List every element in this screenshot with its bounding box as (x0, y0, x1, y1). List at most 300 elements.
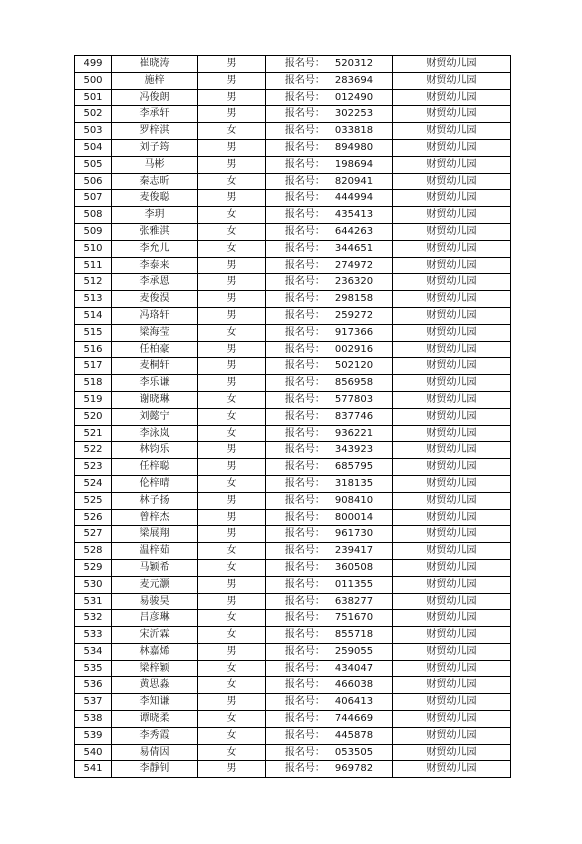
school-name: 财贸幼儿园 (393, 475, 511, 492)
registration-label: 报名号： (284, 612, 325, 624)
student-gender: 男 (198, 274, 266, 291)
school-name: 财贸幼儿园 (393, 123, 511, 140)
registration-value: 406413 (334, 696, 374, 708)
row-number: 531 (75, 593, 112, 610)
student-name: 马彬 (112, 156, 198, 173)
row-number: 508 (75, 207, 112, 224)
registration-value: 011355 (334, 578, 374, 590)
student-name: 麦俊聪 (112, 190, 198, 207)
registration-number (266, 694, 393, 711)
school-name: 财贸幼儿园 (393, 173, 511, 190)
student-name: 李靜钊 (112, 761, 198, 778)
student-gender: 女 (198, 207, 266, 224)
registration-number (266, 223, 393, 240)
registration-number (266, 156, 393, 173)
registration-value: 198694 (334, 158, 374, 170)
registration-label: 报名号： (284, 91, 325, 103)
school-name: 财贸幼儿园 (393, 156, 511, 173)
student-name: 谭晓柔 (112, 711, 198, 728)
student-gender: 女 (198, 408, 266, 425)
row-number: 520 (75, 408, 112, 425)
registration-label: 报名号： (284, 444, 325, 456)
registration-number (266, 660, 393, 677)
registration-label: 报名号： (284, 427, 325, 439)
school-name: 财贸幼儿园 (393, 627, 511, 644)
registration-label: 报名号： (284, 629, 325, 641)
row-number: 536 (75, 677, 112, 694)
row-number: 532 (75, 610, 112, 627)
table-row (75, 89, 511, 106)
registration-number (266, 559, 393, 576)
registration-value: 283694 (334, 74, 374, 86)
student-gender: 男 (198, 375, 266, 392)
registration-label: 报名号： (284, 696, 325, 708)
student-name: 冯俊朗 (112, 89, 198, 106)
table-row (75, 559, 511, 576)
registration-value: 298158 (334, 293, 374, 305)
table-row (75, 761, 511, 778)
registration-label: 报名号： (284, 309, 325, 321)
row-number: 500 (75, 72, 112, 89)
school-name: 财贸幼儿园 (393, 341, 511, 358)
registration-value: 002916 (334, 343, 374, 355)
registration-number (266, 593, 393, 610)
school-name: 财贸幼儿园 (393, 526, 511, 543)
table-row (75, 711, 511, 728)
row-number: 512 (75, 274, 112, 291)
school-name: 财贸幼儿园 (393, 610, 511, 627)
student-name: 马颖希 (112, 559, 198, 576)
student-name: 谢晓琳 (112, 391, 198, 408)
school-name: 财贸幼儿园 (393, 291, 511, 308)
registration-value: 644263 (334, 225, 374, 237)
registration-value: 917366 (334, 326, 374, 338)
registration-number (266, 257, 393, 274)
registration-label: 报名号： (284, 209, 325, 221)
registration-label: 报名号： (284, 259, 325, 271)
student-gender: 男 (198, 492, 266, 509)
table-row (75, 475, 511, 492)
school-name: 财贸幼儿园 (393, 677, 511, 694)
student-gender: 男 (198, 72, 266, 89)
student-name: 施梓 (112, 72, 198, 89)
registration-value: 502120 (334, 360, 374, 372)
school-name: 财贸幼儿园 (393, 643, 511, 660)
student-gender: 男 (198, 291, 266, 308)
registration-number (266, 576, 393, 593)
student-gender: 女 (198, 391, 266, 408)
student-name: 李承轩 (112, 106, 198, 123)
table-row (75, 643, 511, 660)
registration-label: 报名号： (284, 125, 325, 137)
row-number: 540 (75, 744, 112, 761)
student-name: 张雅淇 (112, 223, 198, 240)
school-name: 财贸幼儿园 (393, 89, 511, 106)
registration-number (266, 324, 393, 341)
table-row (75, 341, 511, 358)
registration-value: 961730 (334, 528, 374, 540)
registration-label: 报名号： (284, 729, 325, 741)
registration-value: 856958 (334, 377, 374, 389)
registration-label: 报名号： (284, 645, 325, 657)
registration-number (266, 106, 393, 123)
school-name: 财贸幼儿园 (393, 358, 511, 375)
student-name: 易骏昊 (112, 593, 198, 610)
registration-number (266, 543, 393, 560)
registration-label: 报名号： (284, 74, 325, 86)
registration-number (266, 139, 393, 156)
row-number: 504 (75, 139, 112, 156)
table-row (75, 677, 511, 694)
student-gender: 男 (198, 694, 266, 711)
row-number: 518 (75, 375, 112, 392)
student-name: 麦俊淏 (112, 291, 198, 308)
row-number: 524 (75, 475, 112, 492)
table-row (75, 526, 511, 543)
student-gender: 女 (198, 727, 266, 744)
registration-number (266, 291, 393, 308)
student-gender: 女 (198, 543, 266, 560)
student-name: 林子扬 (112, 492, 198, 509)
registration-value: 685795 (334, 461, 374, 473)
row-number: 517 (75, 358, 112, 375)
table-row (75, 156, 511, 173)
row-number: 535 (75, 660, 112, 677)
registration-label: 报名号： (284, 276, 325, 288)
registration-number (266, 375, 393, 392)
registration-number (266, 207, 393, 224)
student-name: 梁海莹 (112, 324, 198, 341)
row-number: 528 (75, 543, 112, 560)
registration-value: 434047 (334, 662, 374, 674)
roster-body (75, 56, 511, 778)
registration-label: 报名号： (284, 461, 325, 473)
student-gender: 女 (198, 660, 266, 677)
table-row (75, 72, 511, 89)
registration-number (266, 492, 393, 509)
school-name: 财贸幼儿园 (393, 727, 511, 744)
student-gender: 男 (198, 156, 266, 173)
student-name: 温梓茹 (112, 543, 198, 560)
school-name: 财贸幼儿园 (393, 492, 511, 509)
school-name: 财贸幼儿园 (393, 139, 511, 156)
table-row (75, 257, 511, 274)
table-row (75, 190, 511, 207)
registration-number (266, 761, 393, 778)
row-number: 505 (75, 156, 112, 173)
registration-value: 435413 (334, 209, 374, 221)
school-name: 财贸幼儿园 (393, 425, 511, 442)
registration-value: 936221 (334, 427, 374, 439)
school-name: 财贸幼儿园 (393, 543, 511, 560)
row-number: 538 (75, 711, 112, 728)
student-name: 易倩因 (112, 744, 198, 761)
registration-value: 969782 (334, 763, 374, 775)
registration-label: 报名号： (284, 293, 325, 305)
registration-value: 445878 (334, 729, 374, 741)
school-name: 财贸幼儿园 (393, 274, 511, 291)
registration-value: 837746 (334, 410, 374, 422)
registration-value: 360508 (334, 561, 374, 573)
student-gender: 男 (198, 89, 266, 106)
table-row (75, 274, 511, 291)
registration-value: 236320 (334, 276, 374, 288)
student-gender: 女 (198, 559, 266, 576)
row-number: 499 (75, 56, 112, 73)
registration-number (266, 391, 393, 408)
row-number: 529 (75, 559, 112, 576)
registration-value: 259055 (334, 645, 374, 657)
school-name: 财贸幼儿园 (393, 559, 511, 576)
row-number: 510 (75, 240, 112, 257)
table-row (75, 660, 511, 677)
table-row (75, 106, 511, 123)
student-name: 梁展翔 (112, 526, 198, 543)
student-name: 曾梓杰 (112, 509, 198, 526)
table-row (75, 375, 511, 392)
registration-number (266, 274, 393, 291)
row-number: 521 (75, 425, 112, 442)
school-name: 财贸幼儿园 (393, 307, 511, 324)
table-row (75, 459, 511, 476)
student-name: 任梓聪 (112, 459, 198, 476)
table-row (75, 324, 511, 341)
registration-number (266, 711, 393, 728)
student-gender: 女 (198, 240, 266, 257)
student-gender: 男 (198, 459, 266, 476)
registration-label: 报名号： (284, 679, 325, 691)
student-gender: 男 (198, 576, 266, 593)
school-name: 财贸幼儿园 (393, 190, 511, 207)
row-number: 503 (75, 123, 112, 140)
school-name: 财贸幼儿园 (393, 660, 511, 677)
student-gender: 女 (198, 425, 266, 442)
student-name: 冯珞轩 (112, 307, 198, 324)
school-name: 财贸幼儿园 (393, 408, 511, 425)
school-name: 财贸幼儿园 (393, 711, 511, 728)
registration-number (266, 475, 393, 492)
registration-value: 302253 (334, 108, 374, 120)
registration-number (266, 442, 393, 459)
registration-label: 报名号： (284, 410, 325, 422)
registration-value: 444994 (334, 192, 374, 204)
school-name: 财贸幼儿园 (393, 324, 511, 341)
registration-number (266, 89, 393, 106)
table-row (75, 610, 511, 627)
registration-number (266, 459, 393, 476)
school-name: 财贸幼儿园 (393, 694, 511, 711)
registration-number (266, 677, 393, 694)
row-number: 539 (75, 727, 112, 744)
registration-number (266, 56, 393, 73)
registration-number (266, 744, 393, 761)
row-number: 523 (75, 459, 112, 476)
student-name: 李乐谦 (112, 375, 198, 392)
student-gender: 男 (198, 341, 266, 358)
registration-number (266, 190, 393, 207)
student-name: 李承恩 (112, 274, 198, 291)
table-row (75, 240, 511, 257)
registration-number (266, 240, 393, 257)
student-gender: 女 (198, 223, 266, 240)
school-name: 财贸幼儿园 (393, 375, 511, 392)
student-gender: 男 (198, 190, 266, 207)
school-name: 财贸幼儿园 (393, 391, 511, 408)
table-row (75, 727, 511, 744)
row-number: 533 (75, 627, 112, 644)
student-name: 李知谦 (112, 694, 198, 711)
registration-label: 报名号： (284, 528, 325, 540)
registration-value: 908410 (334, 494, 374, 506)
registration-number (266, 526, 393, 543)
student-gender: 男 (198, 593, 266, 610)
registration-label: 报名号： (284, 477, 325, 489)
student-name: 黄思淼 (112, 677, 198, 694)
school-name: 财贸幼儿园 (393, 72, 511, 89)
registration-label: 报名号： (284, 58, 325, 69)
student-name: 宋沂霖 (112, 627, 198, 644)
school-name: 财贸幼儿园 (393, 56, 511, 73)
student-name: 伦梓晴 (112, 475, 198, 492)
registration-number (266, 509, 393, 526)
registration-value: 820941 (334, 175, 374, 187)
student-gender: 男 (198, 509, 266, 526)
student-name: 林钧乐 (112, 442, 198, 459)
registration-value: 033818 (334, 125, 374, 137)
student-gender: 女 (198, 324, 266, 341)
registration-value: 318135 (334, 477, 374, 489)
student-gender: 女 (198, 744, 266, 761)
registration-label: 报名号： (284, 343, 325, 355)
school-name: 财贸幼儿园 (393, 509, 511, 526)
student-name: 李玥 (112, 207, 198, 224)
registration-label: 报名号： (284, 494, 325, 506)
student-gender: 男 (198, 526, 266, 543)
registration-value: 053505 (334, 746, 374, 758)
row-number: 515 (75, 324, 112, 341)
student-gender: 男 (198, 106, 266, 123)
registration-value: 344651 (334, 242, 374, 254)
student-gender: 男 (198, 139, 266, 156)
student-gender: 男 (198, 56, 266, 73)
registration-label: 报名号： (284, 141, 325, 153)
table-row (75, 56, 511, 73)
registration-value: 239417 (334, 545, 374, 557)
registration-label: 报名号： (284, 377, 325, 389)
row-number: 507 (75, 190, 112, 207)
school-name: 财贸幼儿园 (393, 593, 511, 610)
registration-value: 343923 (334, 444, 374, 456)
table-row (75, 307, 511, 324)
registration-value: 894980 (334, 141, 374, 153)
registration-label: 报名号： (284, 158, 325, 170)
student-gender: 女 (198, 677, 266, 694)
row-number: 530 (75, 576, 112, 593)
student-name: 梁梓颖 (112, 660, 198, 677)
row-number: 519 (75, 391, 112, 408)
registration-label: 报名号： (284, 713, 325, 725)
student-name: 麦元灏 (112, 576, 198, 593)
table-row (75, 425, 511, 442)
school-name: 财贸幼儿园 (393, 761, 511, 778)
school-name: 财贸幼儿园 (393, 223, 511, 240)
student-name: 李秀霞 (112, 727, 198, 744)
student-gender: 女 (198, 173, 266, 190)
registration-value: 751670 (334, 612, 374, 624)
registration-label: 报名号： (284, 225, 325, 237)
registration-label: 报名号： (284, 763, 325, 775)
row-number: 513 (75, 291, 112, 308)
registration-label: 报名号： (284, 511, 325, 523)
student-name: 罗梓淇 (112, 123, 198, 140)
student-name: 刘懿宁 (112, 408, 198, 425)
student-gender: 男 (198, 358, 266, 375)
row-number: 525 (75, 492, 112, 509)
table-row (75, 492, 511, 509)
student-gender: 男 (198, 761, 266, 778)
table-row (75, 744, 511, 761)
student-gender: 女 (198, 711, 266, 728)
registration-number (266, 358, 393, 375)
school-name: 财贸幼儿园 (393, 257, 511, 274)
student-name: 刘子筠 (112, 139, 198, 156)
student-gender: 男 (198, 643, 266, 660)
student-gender: 女 (198, 610, 266, 627)
school-name: 财贸幼儿园 (393, 576, 511, 593)
registration-value: 855718 (334, 629, 374, 641)
school-name: 财贸幼儿园 (393, 459, 511, 476)
registration-number (266, 727, 393, 744)
school-name: 财贸幼儿园 (393, 207, 511, 224)
registration-label: 报名号： (284, 108, 325, 120)
registration-label: 报名号： (284, 595, 325, 607)
row-number: 509 (75, 223, 112, 240)
student-name: 李泰来 (112, 257, 198, 274)
registration-label: 报名号： (284, 175, 325, 187)
registration-label: 报名号： (284, 242, 325, 254)
roster-table (74, 55, 511, 778)
table-row (75, 543, 511, 560)
table-row (75, 139, 511, 156)
table-row (75, 207, 511, 224)
row-number: 501 (75, 89, 112, 106)
registration-value: 800014 (334, 511, 374, 523)
table-row (75, 442, 511, 459)
registration-number (266, 173, 393, 190)
registration-label: 报名号： (284, 746, 325, 758)
registration-label: 报名号： (284, 360, 325, 372)
row-number: 534 (75, 643, 112, 660)
student-name: 任柏豪 (112, 341, 198, 358)
student-gender: 男 (198, 257, 266, 274)
registration-label: 报名号： (284, 326, 325, 338)
table-row (75, 627, 511, 644)
row-number: 537 (75, 694, 112, 711)
registration-value: 744669 (334, 713, 374, 725)
registration-label: 报名号： (284, 662, 325, 674)
student-gender: 女 (198, 123, 266, 140)
student-name: 秦志昕 (112, 173, 198, 190)
table-row (75, 223, 511, 240)
registration-value: 577803 (334, 393, 374, 405)
row-number: 511 (75, 257, 112, 274)
registration-value: 012490 (334, 91, 374, 103)
registration-number (266, 72, 393, 89)
table-row (75, 358, 511, 375)
student-name: 李泳岚 (112, 425, 198, 442)
student-gender: 男 (198, 307, 266, 324)
school-name: 财贸幼儿园 (393, 442, 511, 459)
